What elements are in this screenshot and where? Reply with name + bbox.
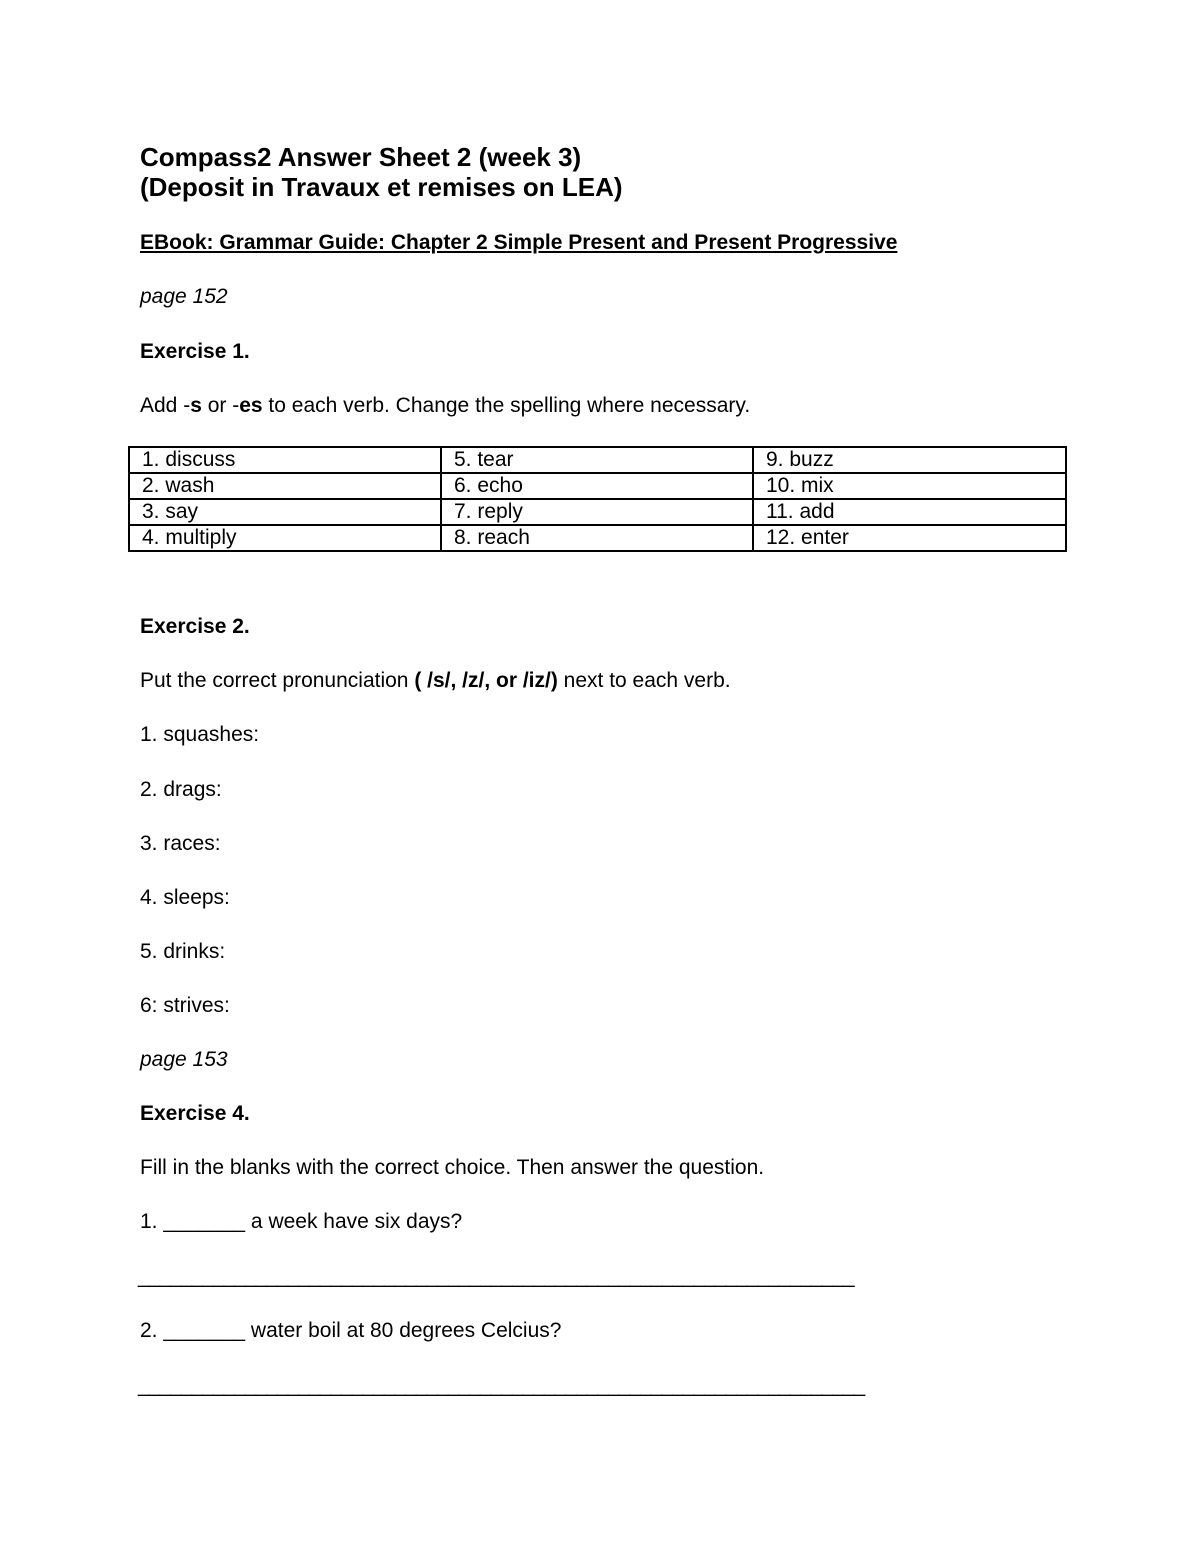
answer-line-2: ____________________________________________________________________ xyxy=(138,1374,865,1397)
table-cell: 6. echo xyxy=(441,473,753,499)
question-2: 2. _______ water boil at 80 degrees Celcius? xyxy=(140,1319,562,1342)
table-cell: 4. multiply xyxy=(129,525,441,551)
answer-line-1: ___________________________________________________________________ xyxy=(138,1265,854,1288)
table-cell: 12. enter xyxy=(753,525,1066,551)
page-reference: page 153 xyxy=(140,1048,228,1071)
table-cell: 9. buzz xyxy=(753,447,1066,473)
table-cell: 8. reach xyxy=(441,525,753,551)
exercise-1-instruction: Add -s or -es to each verb. Change the spelling where necessary. xyxy=(140,394,751,417)
table-row xyxy=(129,525,1066,551)
table-row xyxy=(129,499,1066,525)
exercise-1-heading: Exercise 1. xyxy=(140,340,250,363)
question-1: 1. _______ a week have six days? xyxy=(140,1210,463,1233)
table-cell: 5. tear xyxy=(441,447,753,473)
document-title-instructions: (Deposit in Travaux et remises on LEA) xyxy=(140,172,623,202)
table-cell: 11. add xyxy=(753,499,1066,525)
table-row xyxy=(129,473,1066,499)
list-item: 4. sleeps: xyxy=(140,886,230,909)
list-item: 2. drags: xyxy=(140,778,222,801)
chapter-subtitle: EBook: Grammar Guide: Chapter 2 Simple Present and Present Progressive xyxy=(140,231,898,254)
verb-table xyxy=(128,446,1067,552)
table-cell: 10. mix xyxy=(753,473,1066,499)
table-cell: 1. discuss xyxy=(129,447,441,473)
page-reference: page 152 xyxy=(140,285,228,308)
document-title: Compass2 Answer Sheet 2 (week 3) xyxy=(140,142,582,172)
exercise-4-heading: Exercise 4. xyxy=(140,1102,250,1125)
list-item: 6: strives: xyxy=(140,994,230,1017)
table-cell: 2. wash xyxy=(129,473,441,499)
exercise-4-instruction: Fill in the blanks with the correct choice. Then answer the question. xyxy=(140,1156,765,1179)
table-cell: 7. reply xyxy=(441,499,753,525)
list-item: 1. squashes: xyxy=(140,723,260,746)
table-cell: 3. say xyxy=(129,499,441,525)
table-row xyxy=(129,447,1066,473)
exercise-2-heading: Exercise 2. xyxy=(140,615,250,638)
list-item: 5. drinks: xyxy=(140,940,226,963)
list-item: 3. races: xyxy=(140,832,221,855)
exercise-2-instruction: Put the correct pronunciation ( /s/, /z/, or /iz/) next to each verb. xyxy=(140,669,731,692)
